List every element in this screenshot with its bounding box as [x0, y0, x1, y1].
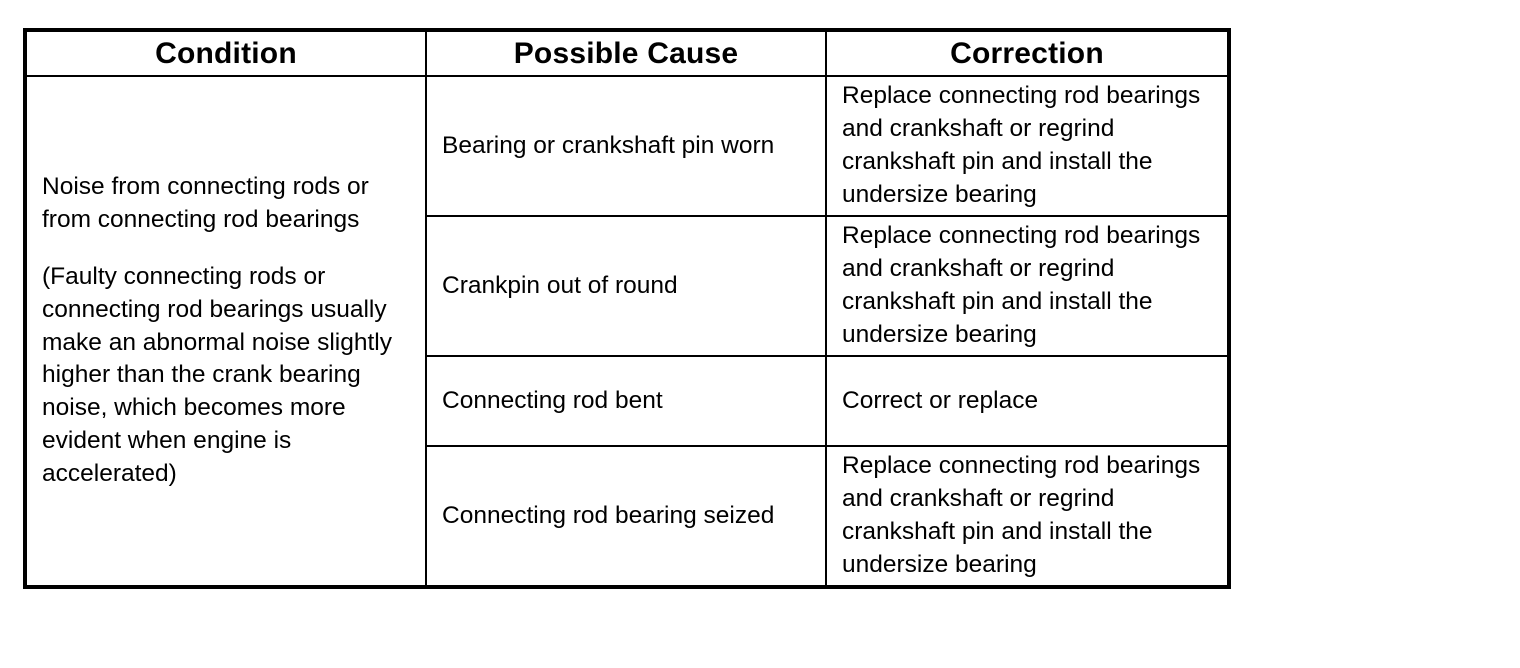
table-header: [25, 30, 1229, 76]
cause-cell: Crankpin out of round: [426, 216, 826, 356]
table-body: [25, 76, 1229, 587]
header-correction: Correction: [826, 30, 1229, 76]
correction-cell: Replace connecting rod bearings and crankshaft or regrind crankshaft pin and install the undersize bearing: [826, 216, 1229, 356]
header-row: [25, 30, 1229, 76]
table-row: [25, 76, 1229, 216]
cause-cell: Connecting rod bent: [426, 356, 826, 446]
condition-note-text: (Faulty connecting rods or connecting rod bearings usually make an abnormal noise slightly higher than the crank bearing noise, which becomes more evident when engine is accelerated): [42, 263, 392, 487]
correction-cell: Replace connecting rod bearings and crankshaft or regrind crankshaft pin and install the undersize bearing: [826, 76, 1229, 216]
condition-main-text: Noise from connecting rods or from connecting rod bearings: [42, 173, 369, 234]
troubleshooting-table: [23, 28, 1231, 589]
condition-cell: [25, 76, 426, 587]
correction-cell: Replace connecting rod bearings and crankshaft or regrind crankshaft pin and install the undersize bearing: [826, 446, 1229, 587]
header-condition: Condition: [25, 30, 426, 76]
cause-cell: Bearing or crankshaft pin worn: [426, 76, 826, 216]
cause-cell: Connecting rod bearing seized: [426, 446, 826, 587]
correction-cell: Correct or replace: [826, 356, 1229, 446]
header-possible-cause: Possible Cause: [426, 30, 826, 76]
